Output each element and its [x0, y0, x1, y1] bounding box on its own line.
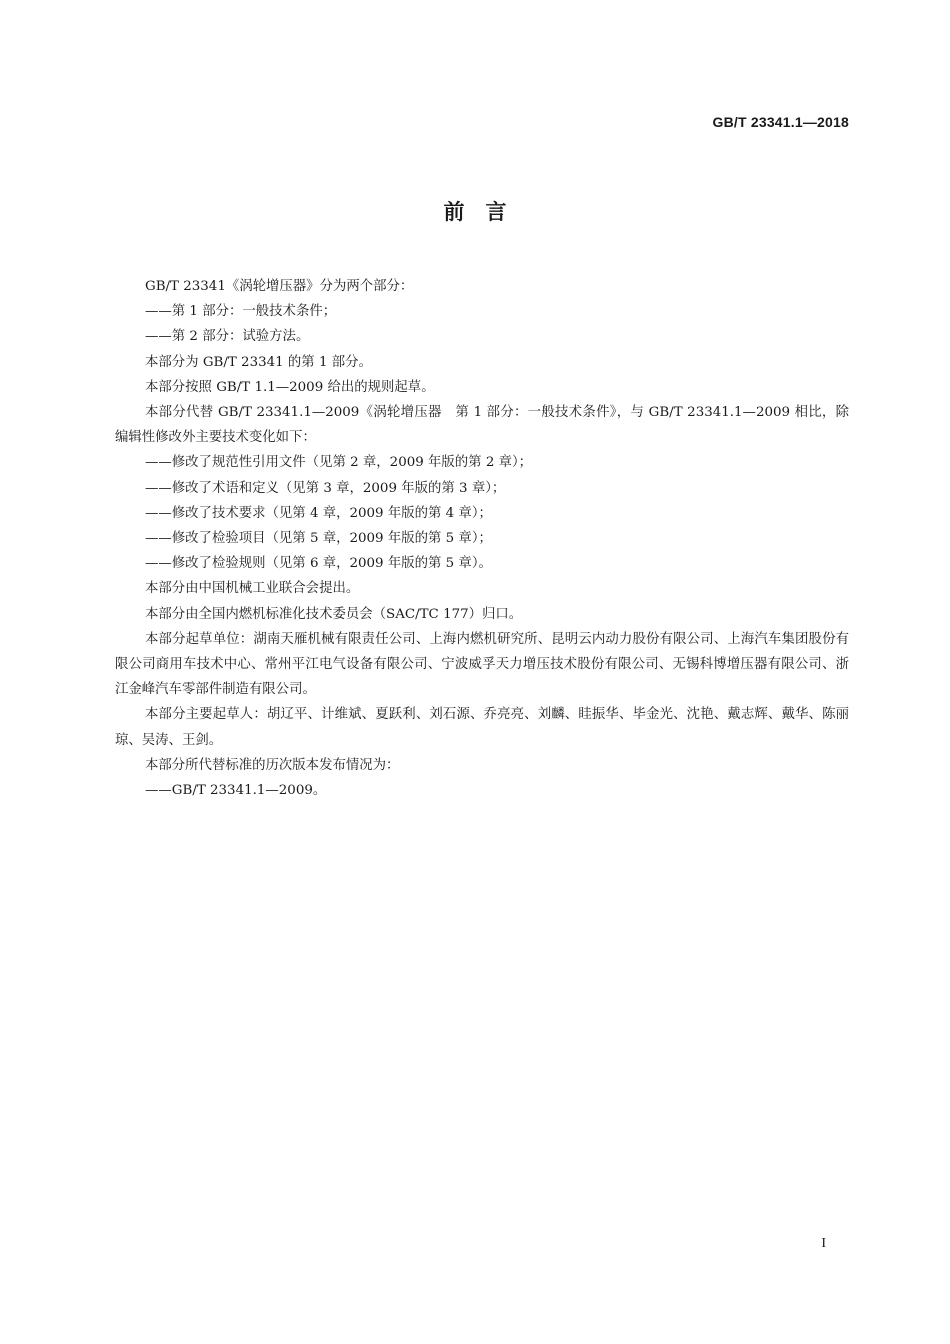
- paragraph: 本部分所代替标准的历次版本发布情况为：: [145, 757, 400, 773]
- list-item: ——修改了检验规则（见第 6 章，2009 年版的第 5 章）。: [145, 556, 492, 572]
- paragraph: 本部分由中国机械工业联合会提出。: [145, 581, 360, 597]
- page-number: I: [821, 1236, 826, 1251]
- paragraph: 本部分代替 GB/T 23341.1—2009《涡轮增压器 第 1 部分：一般技术条件》，与 GB/T 23341.1—2009 相比，除编辑性修改外主要技术变化如下：: [115, 405, 849, 446]
- list-item: ——GB/T 23341.1—2009。: [145, 783, 327, 799]
- paragraph: 本部分起草单位：湖南天雁机械有限责任公司、上海内燃机研究所、昆明云内动力股份有限公司、上海汽车集团股份有限公司商用车技术中心、常州平江电气设备有限公司、宁波威孚天力增压技术股份有限公司、无锡科博增压器有限公司、浙江金峰汽车零部件制造有限公司。: [115, 631, 849, 698]
- paragraph: 本部分主要起草人：胡辽平、计维斌、夏跃利、刘石源、乔亮亮、刘麟、眭振华、毕金光、沈艳、戴志辉、戴华、陈丽琼、吴涛、王剑。: [115, 707, 849, 748]
- page-title: 前 言: [443, 200, 507, 224]
- standard-code: GB/T 23341.1—2018: [712, 114, 849, 130]
- list-item: ——修改了术语和定义（见第 3 章，2009 年版的第 3 章）；: [145, 480, 506, 496]
- paragraph: 本部分为 GB/T 23341 的第 1 部分。: [145, 354, 372, 370]
- document-body: [115, 274, 849, 803]
- list-item: ——修改了规范性引用文件（见第 2 章，2009 年版的第 2 章）；: [145, 455, 533, 471]
- paragraph: GB/T 23341《涡轮增压器》分为两个部分：: [145, 279, 414, 294]
- list-item: ——第 1 部分：一般技术条件；: [145, 304, 337, 320]
- list-item: ——第 2 部分：试验方法。: [145, 329, 310, 345]
- list-item: ——修改了技术要求（见第 4 章，2009 年版的第 4 章）；: [145, 505, 492, 521]
- paragraph: 本部分由全国内燃机标准化技术委员会（SAC/TC 177）归口。: [145, 606, 523, 622]
- paragraph: 本部分按照 GB/T 1.1—2009 给出的规则起草。: [145, 379, 435, 395]
- list-item: ——修改了检验项目（见第 5 章，2009 年版的第 5 章）；: [145, 531, 492, 547]
